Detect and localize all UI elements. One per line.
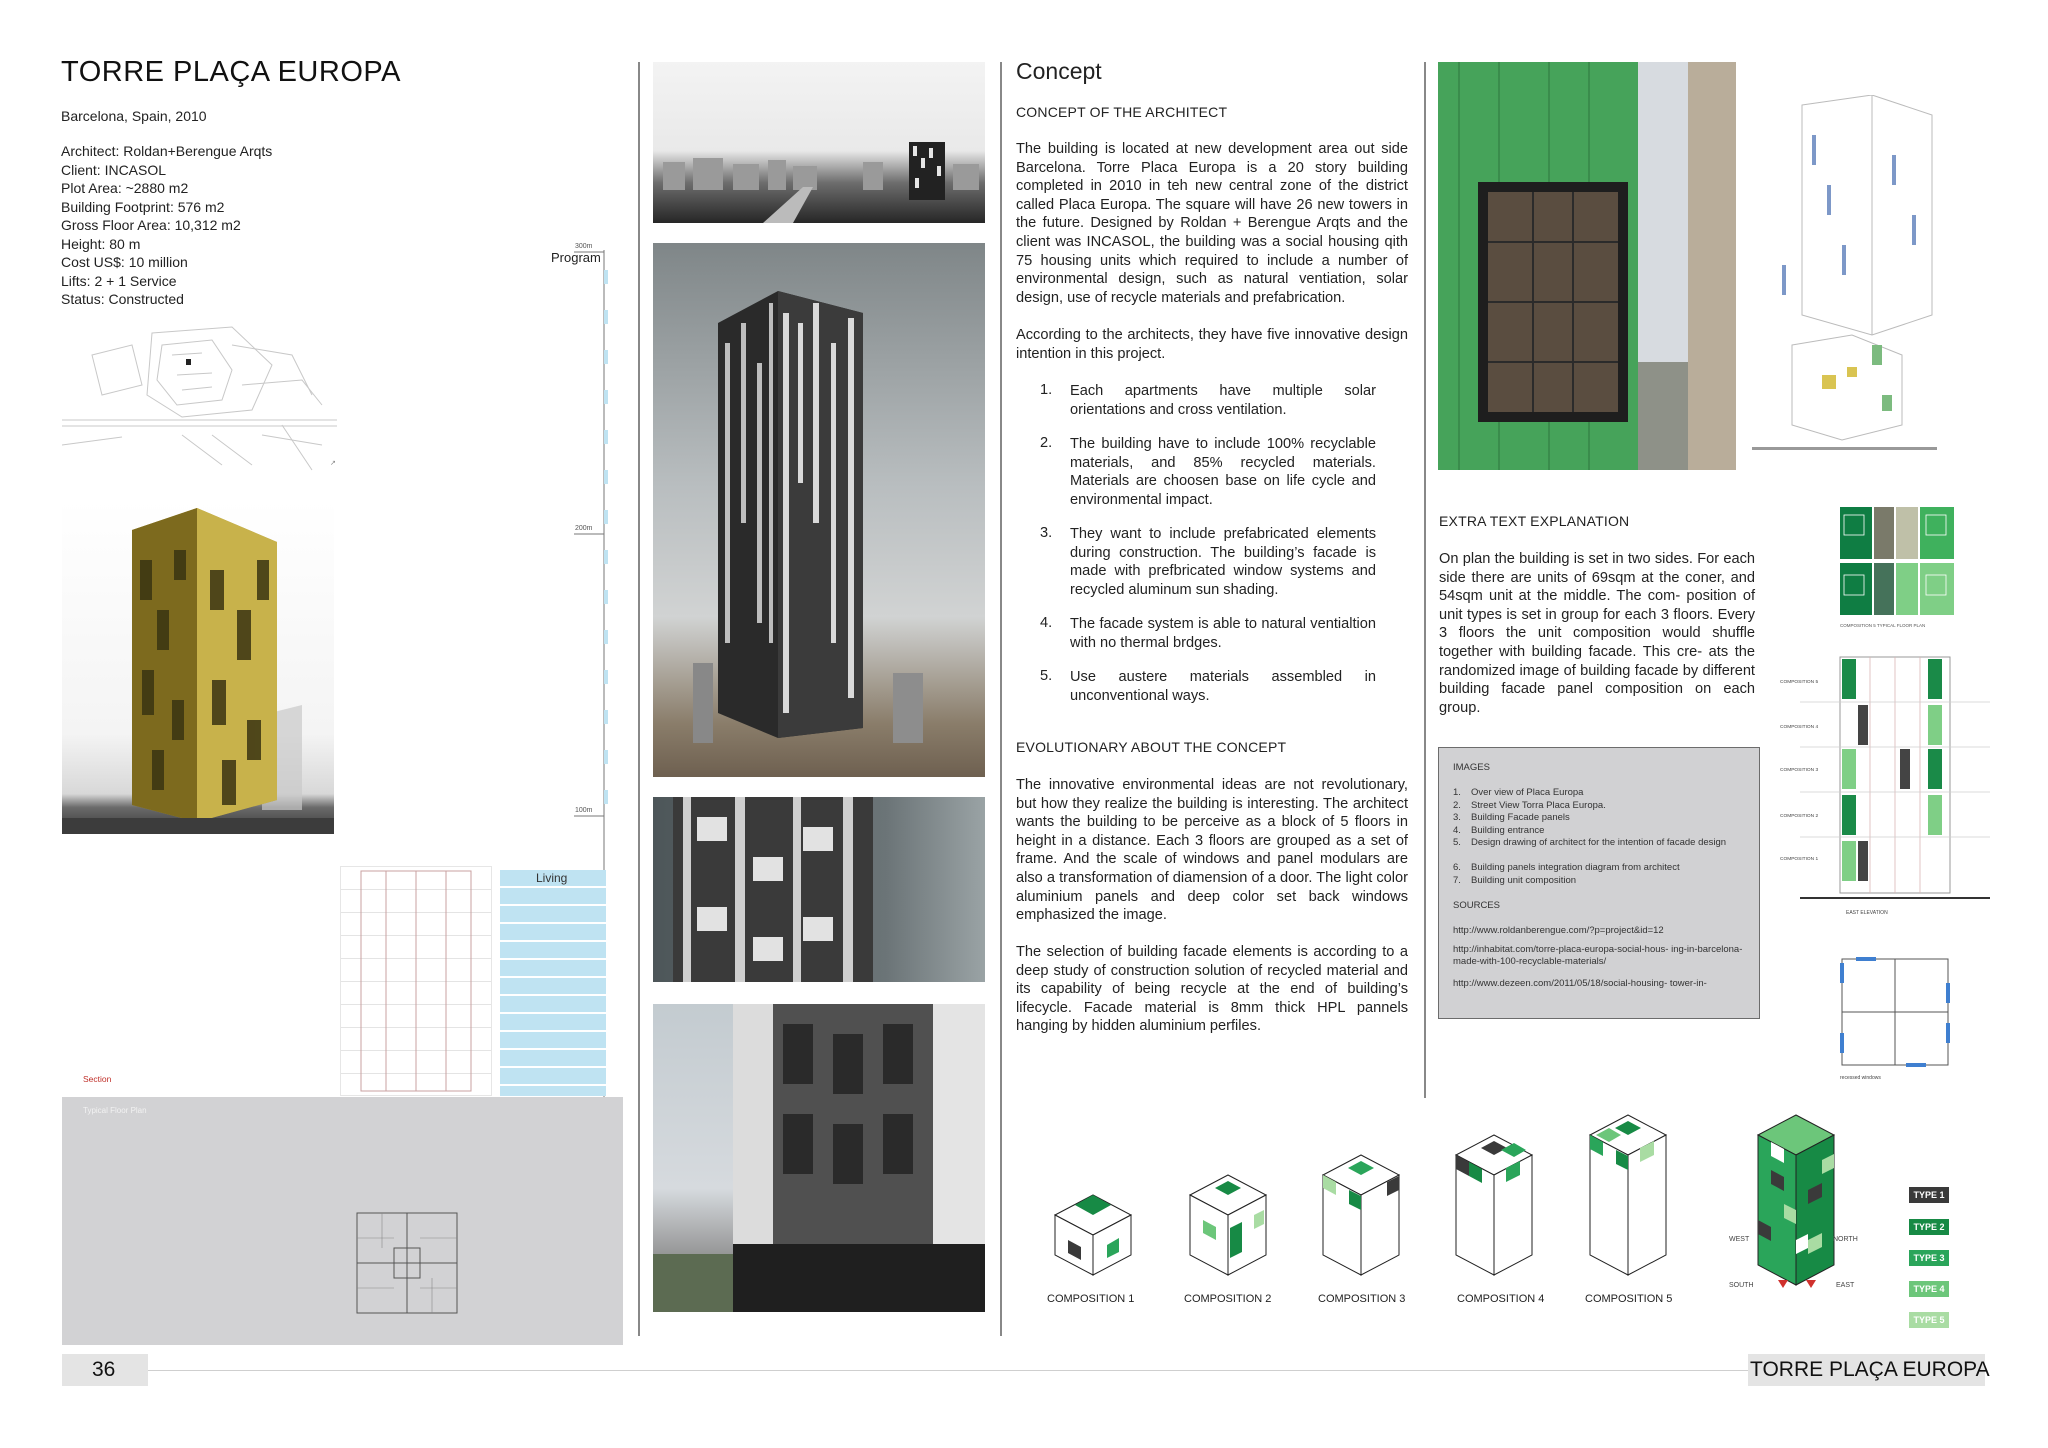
image-ref-3: Building Facade panels: [1471, 812, 1570, 823]
column-divider-3: [1424, 62, 1426, 1098]
list-item-3: They want to include prefabricated elements during construction. The building’s facade is made with prefbricated window systems and recycled aluminum sun shading.: [1070, 526, 1376, 598]
elevation-label-composition-4: COMPOSITION 4: [1780, 725, 1819, 730]
project-location: Barcelona, Spain, 2010: [61, 108, 207, 124]
page-number: 36: [92, 1358, 116, 1381]
program-chart-title: Program: [551, 250, 601, 265]
section-label: Section: [83, 1074, 112, 1084]
column-divider-2: [1000, 62, 1002, 1336]
program-tick-100: 100m: [575, 807, 593, 814]
image-ref-number: 6.: [1453, 862, 1461, 873]
composition-4-cube: [1456, 1135, 1532, 1275]
type-2-badge: TYPE 2: [1909, 1219, 1949, 1235]
composition-1-label: COMPOSITION 1: [1047, 1293, 1135, 1305]
elevation-label-composition-1: COMPOSITION 1: [1780, 857, 1819, 862]
recessed-windows-plan: [1836, 953, 1954, 1071]
composition-5-cube: [1590, 1115, 1666, 1275]
concept-paragraph-1: The building is located at new development area out side Barcelona. Torre Placa Europa is a 20 story building completed in 2010 in teh new central zone of the district called Placa Europa. The square will have 26 new towers in the future. Designed by Roldan + Berengue Arqts and the client was INCASOL, the building was a social housing qith 75 housing units which required to include a number of environmental design, such as natural ventiation, solar design, use of recycle materials and prefabrication.: [1016, 141, 1408, 306]
image-ref-number: 5.: [1453, 837, 1461, 848]
east-elevation-label: EAST ELEVATION: [1846, 910, 1888, 916]
spec-client: Client: INCASOL: [61, 161, 167, 178]
composition-floor-plan-diagram: [1838, 505, 1956, 635]
section-drawing: [340, 866, 492, 1096]
composition-1-cube: [1055, 1195, 1131, 1275]
list-item-2: The building have to include 100% recyclable materials, and 85% recycled materials. Materials are choosen base on life cycle and environmental impact.: [1070, 436, 1376, 508]
program-tick-300: 300m: [575, 243, 593, 250]
images-heading: IMAGES: [1453, 762, 1490, 773]
typical-floor-plan-panel: [62, 1097, 623, 1345]
spec-plot-area: Plot Area: ~2880 m2: [61, 180, 189, 196]
composition-2-cube: [1190, 1175, 1266, 1275]
list-number: 2.: [1040, 435, 1053, 451]
placa-europa-overview-photo: [653, 62, 985, 223]
list-item-4: The facade system is able to natural ventialtion with no thermal brdges.: [1070, 616, 1376, 651]
building-rendering-image: [62, 500, 334, 834]
spec-lifts: Lifts: 2 + 1 Service: [61, 272, 177, 289]
extra-explanation-heading: EXTRA TEXT EXPLANATION: [1439, 513, 1630, 529]
evolutionary-subheading: EVOLUTIONARY ABOUT THE CONCEPT: [1016, 739, 1287, 755]
concept-paragraph-4: The selection of building facade elements is according to a deep study of construction solution of recycled material and its capability of being recycle at the end of building’s lifecycle. Facade material is 8mm thick HPL pannels hanging by hidden aluminium perfiles.: [1016, 944, 1408, 1035]
elevation-label-composition-2: COMPOSITION 2: [1780, 814, 1819, 819]
list-number: 3.: [1040, 525, 1053, 541]
spec-status: Status: Constructed: [61, 291, 184, 307]
spec-gross-floor-area: Gross Floor Area: 10,312 m2: [61, 217, 241, 233]
concept-paragraph-2: According to the architects, they have five innovative design intention in this project.: [1016, 327, 1408, 362]
composition-3-cube: [1323, 1155, 1399, 1275]
extra-explanation-paragraph: On plan the building is set in two sides. For each side there are units of 69sqm at the coner, and 54sqm unit at the middle. The com- position of unit types is set in group for each 3 floors. Every 3 floors the unit composition would shuffle together with building facade. This cre- ats the randomized image of building facade by different building facade panel composition on each group.: [1439, 551, 1755, 716]
elevation-label-composition-5: COMPOSITION 5: [1780, 680, 1819, 685]
image-ref-2: Street View Torra Placa Europa.: [1471, 799, 1606, 811]
program-tick-200: 200m: [575, 525, 593, 532]
composition-floor-plan-label: COMPOSITION 5 TYPICAL FLOOR PLAN: [1840, 623, 1926, 628]
page-title: TORRE PLAÇA EUROPA: [61, 56, 401, 88]
direction-east-label: EAST: [1836, 1282, 1855, 1289]
building-entrance-photo: [653, 1004, 985, 1312]
image-ref-number: 3.: [1453, 812, 1461, 823]
source-link-2[interactable]: http://inhabitat.com/torre-placa-europa-social-hous- ing-in-barcelona-made-with-100-recyclable-materials/: [1453, 944, 1743, 968]
concept-subheading: CONCEPT OF THE ARCHITECT: [1016, 104, 1228, 120]
image-ref-number: 1.: [1453, 787, 1461, 798]
direction-south-label: SOUTH: [1729, 1282, 1754, 1289]
type-5-badge: TYPE 5: [1909, 1312, 1949, 1328]
concept-paragraph-3: The innovative environmental ideas are not revolutionary, but how they realize the building is interesting. The architect wants the building to be perceive as a block of 5 floors in height in a distance. Each 3 floors are grouped as a set of frame. And the scale of windows and panel modulars are also a transformation of diamension of a door. The light color aluminium panels and deep color set back windows emphasized the image.: [1016, 777, 1408, 924]
references-box: [1438, 747, 1760, 1019]
footer-title: TORRE PLAÇA EUROPA: [1750, 1358, 1990, 1381]
image-ref-number: 4.: [1453, 824, 1461, 836]
list-item-5: Use austere materials assembled in unconventional ways.: [1070, 669, 1376, 704]
list-item-1: Each apartments have multiple solar orientations and cross ventilation.: [1070, 383, 1376, 418]
svg-text:↗: ↗: [330, 460, 336, 467]
footer-rule: [148, 1370, 1748, 1371]
composition-5-label: COMPOSITION 5: [1585, 1293, 1673, 1305]
assembled-tower-diagram: [1758, 1115, 1834, 1288]
image-ref-number: 7.: [1453, 874, 1461, 886]
street-view-photo: [653, 243, 985, 777]
source-link-3[interactable]: http://www.dezeen.com/2011/05/18/social-housing- tower-in-: [1453, 978, 1707, 989]
sources-heading: SOURCES: [1453, 900, 1500, 911]
recessed-windows-label: recessed windows: [1840, 1075, 1881, 1081]
direction-west-label: WEST: [1729, 1236, 1750, 1243]
typical-floor-plan-label: Typical Floor Plan: [83, 1106, 147, 1115]
east-elevation-drawing: [1800, 655, 1990, 905]
composition-diagrams: [1040, 1110, 1860, 1300]
facade-panels-photo: [653, 797, 985, 982]
image-ref-5: Design drawing of architect for the intention of facade design: [1471, 837, 1727, 848]
spec-height: Height: 80 m: [61, 235, 141, 252]
image-ref-1: Over view of Placa Europa: [1471, 787, 1584, 798]
image-ref-4: Building entrance: [1471, 824, 1545, 836]
spec-architect: Architect: Roldan+Berengue Arqts: [61, 143, 273, 159]
image-ref-7: Building unit composition: [1471, 874, 1577, 886]
source-link-1[interactable]: http://www.roldanberengue.com/?p=project&id=12: [1453, 925, 1664, 936]
composition-2-label: COMPOSITION 2: [1184, 1293, 1272, 1305]
composition-4-label: COMPOSITION 4: [1457, 1293, 1545, 1305]
program-living-block: [500, 870, 606, 1096]
spec-cost: Cost US$: 10 million: [61, 254, 188, 270]
type-4-badge: TYPE 4: [1909, 1281, 1949, 1297]
image-ref-6: Building panels integration diagram from architect: [1471, 862, 1680, 873]
column-divider-1: [638, 62, 640, 1336]
image-ref-number: 2.: [1453, 799, 1461, 811]
program-living-label: Living: [536, 871, 568, 885]
list-number: 4.: [1040, 615, 1053, 631]
composition-3-label: COMPOSITION 3: [1318, 1293, 1406, 1305]
type-1-badge: TYPE 1: [1909, 1187, 1949, 1203]
floor-plan-drawing: [352, 1208, 462, 1318]
list-number: 5.: [1040, 668, 1053, 684]
elevation-label-composition-3: COMPOSITION 3: [1780, 768, 1819, 773]
panel-integration-diagram: [1752, 95, 1942, 455]
spec-footprint: Building Footprint: 576 m2: [61, 198, 225, 215]
type-3-badge: TYPE 3: [1909, 1250, 1949, 1266]
list-number: 1.: [1040, 382, 1053, 398]
direction-north-label: NORTH: [1833, 1236, 1858, 1243]
concept-heading: Concept: [1016, 58, 1102, 84]
site-plan-drawing: [62, 325, 342, 475]
facade-detail-photo: [1438, 62, 1736, 470]
